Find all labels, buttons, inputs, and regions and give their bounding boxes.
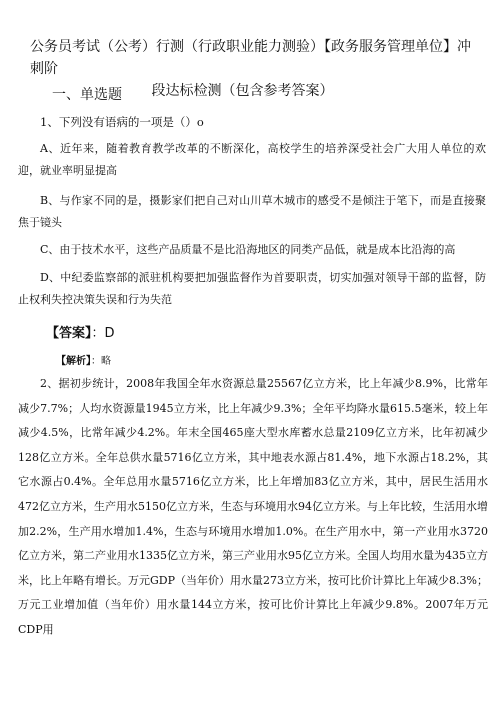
- answer-value: ：D: [91, 326, 115, 341]
- question-1-analysis: [56, 352, 111, 367]
- analysis-value: ：略: [91, 356, 111, 367]
- title-line-2: 段达标检测（包含参考答案）: [151, 83, 334, 99]
- question-1-stem: 1、下列没有语病的一项是（）o: [40, 115, 204, 129]
- analysis-label: 【解析】: [56, 356, 91, 367]
- question-1-option-d: D、中纪委监察部的派驻机构要把加强监督作为首要职责，切实加强对领导干部的监督，防止权利失控决策失误和行为失范: [18, 271, 486, 306]
- title-line-1: 公务员考试（公考）行测（行政职业能力测验）【政务服务管理单位】冲刺阶: [30, 39, 471, 77]
- question-2-text: 2、据初步统计，2008年我国全年水资源总量25567亿立方米，比上年减少8.9%，比常年减少7.7%；人均水资源量1945立方米，比上年减少9.3%；全年平均降水量615.5毫米，较上年减少4.5%，比常年减少4.2%。年末全国465座大型水库蓄水总量2109亿立方米，比年初减少128亿立方米。全年总供水量5716亿立方米，其中地表水源占81.4%，地下水源占18.2%，其它水源占0.4%。全年总用水量5716亿立方米，比上年增加83亿立方米，其中，居民生活用水472亿立方米，生产用水5150亿立方米，生态与环境用水94亿立方米。与上年比较，生活用水增加2.2%，生产用水增加1.4%，生态与环境用水增加1.0%。在生产用水中，第一产业用水3720亿立方米，第二产业用水1335亿立方米，第三产业用水95亿立方米。全国人均用水量为435立方米，比上年略有增长。万元GDP（当年价）用水量273立方米，按可比价计算比上年减少8.3%；万元工业增加值（当年价）用水量144立方米，按可比价计算比上年减少9.8%。2007年万元CDP用: [18, 377, 488, 636]
- question-1-answer: [46, 322, 115, 341]
- answer-label: 【答案】: [46, 326, 92, 341]
- section-heading: 一、单选题: [52, 87, 122, 103]
- question-1-option-b: B、与作家不同的是，摄影家们把自己对山川草木城市的感受不是倾注于笔下，而是直接聚焦于镜头: [18, 194, 486, 229]
- question-1-option-a: A、近年来，随着教育教学改革的不断深化，高校学生的培养深受社会广大用人单位的欢迎，就业率明显提高: [18, 142, 486, 177]
- question-1-option-c: C、由于技术水平，这些产品质量不是比沿海地区的同类产品低，就是成本比沿海的高: [40, 243, 456, 256]
